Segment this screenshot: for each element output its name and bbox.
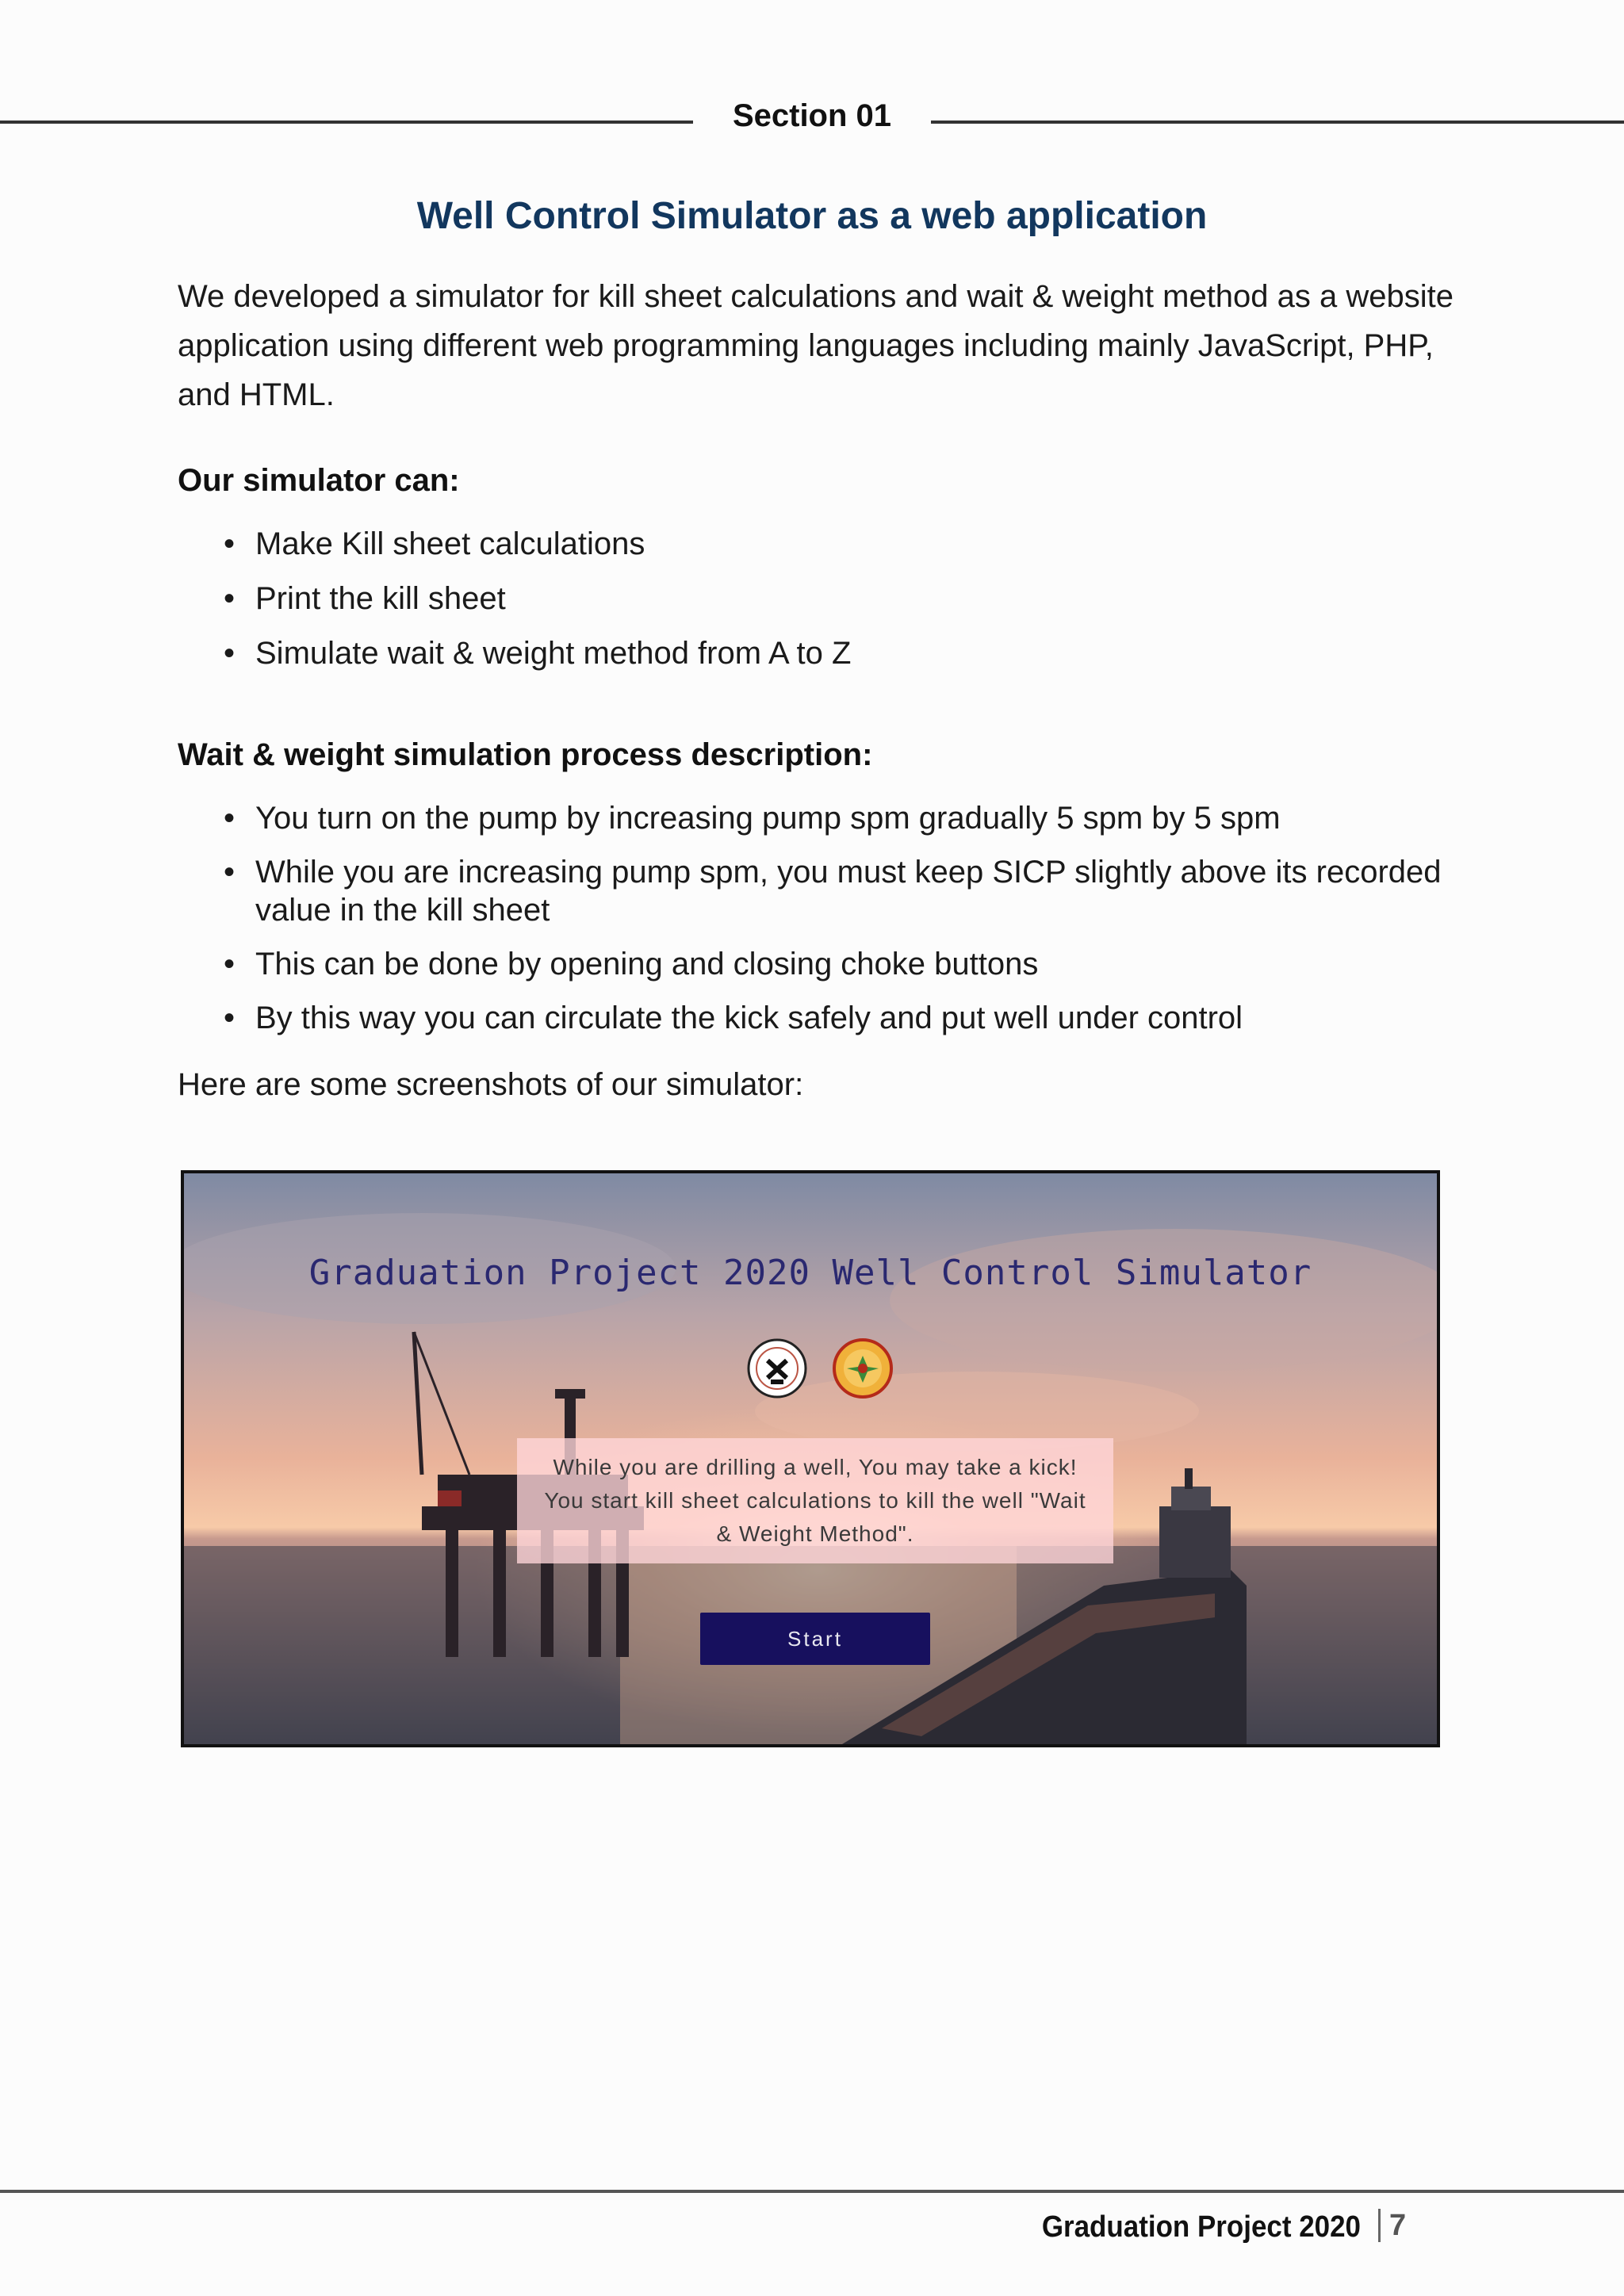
section-rule-left (0, 121, 693, 124)
bullet-icon: • (224, 1001, 236, 1035)
footer-divider (1378, 2209, 1381, 2242)
process-heading: Wait & weight simulation process description: (178, 737, 873, 772)
footer-title: Graduation Project 2020 (1041, 2210, 1361, 2244)
simulator-screenshot (181, 1170, 1440, 1747)
intro-paragraph: We developed a simulator for kill sheet calculations and wait & weight method as a website application using different web programming languages including mainly JavaScript, PHP, and HTML. (178, 279, 1454, 412)
list-item: • Simulate wait & weight method from A to Z (224, 636, 852, 671)
screenshots-intro: Here are some screenshots of our simulator: (178, 1067, 804, 1102)
list-item: • You turn on the pump by increasing pump spm gradually 5 spm by 5 spm (224, 801, 1281, 836)
footer-rule (0, 2190, 1624, 2193)
intro-message: While you are drilling a well, You may take a kick! You start kill sheet calculations to kill the well "Wait & Weight Method". (517, 1438, 1113, 1563)
section-rule-right (931, 121, 1624, 124)
bullet-icon: • (224, 636, 236, 671)
bullet-icon: • (224, 855, 236, 890)
capabilities-list (222, 525, 1475, 689)
process-list (222, 799, 1475, 1053)
bullet-icon: • (224, 581, 236, 616)
list-item: • Make Kill sheet calculations (224, 526, 645, 561)
capabilities-heading: Our simulator can: (178, 463, 460, 498)
page-number: 7 (1389, 2209, 1407, 2242)
university-logo-icon (747, 1338, 807, 1399)
simulator-title: Graduation Project 2020 Well Control Simulator (308, 1253, 1312, 1293)
list-item: • Print the kill sheet (224, 581, 506, 616)
list-item: • While you are increasing pump spm, you must keep SICP slightly above its recorded value in the kill sheet (224, 855, 1442, 928)
chapter-logo-icon (833, 1338, 893, 1399)
list-item: • This can be done by opening and closing choke buttons (224, 947, 1039, 982)
bullet-icon: • (224, 526, 236, 561)
section-label: Section 01 (732, 98, 892, 133)
page-title: Well Control Simulator as a web application (416, 195, 1208, 237)
bullet-icon: • (224, 947, 236, 982)
bullet-icon: • (224, 801, 236, 836)
list-item: • By this way you can circulate the kick safely and put well under control (224, 1001, 1243, 1035)
start-button[interactable]: Start (700, 1613, 930, 1665)
